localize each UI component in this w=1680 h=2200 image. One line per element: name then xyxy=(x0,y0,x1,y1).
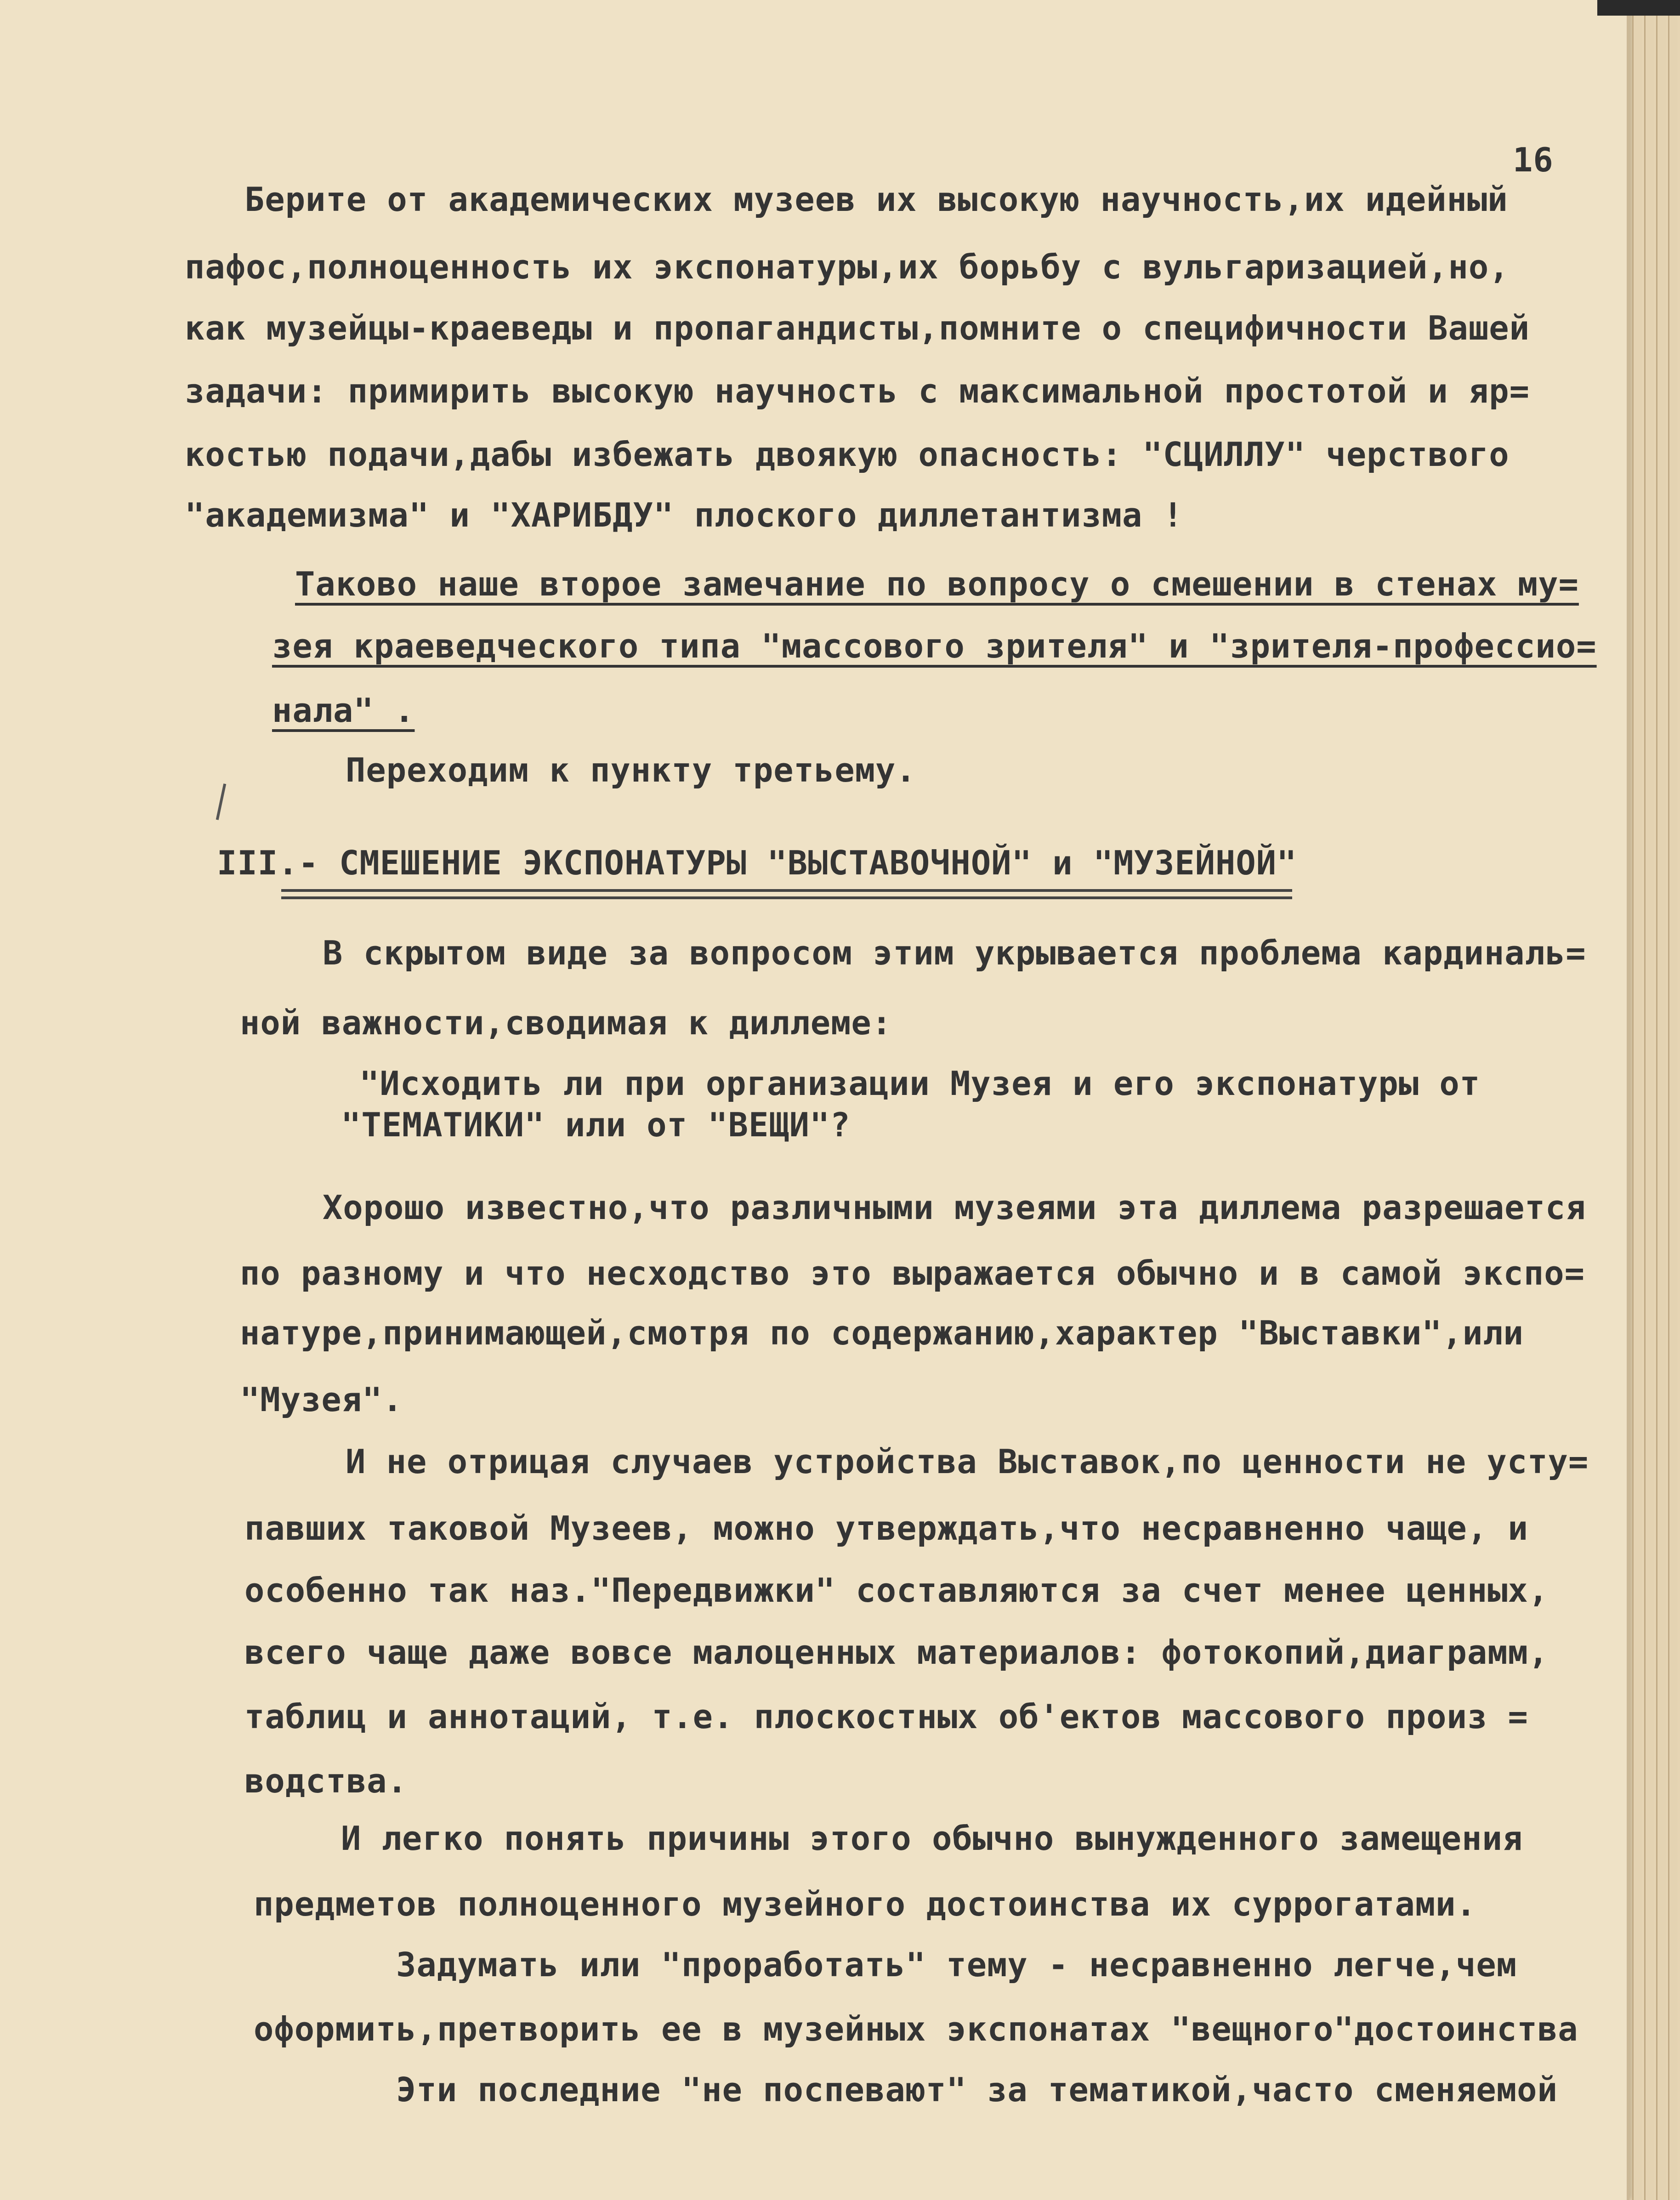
pencil-mark xyxy=(216,783,227,820)
text-line: пафос,полноценность их экспонатуры,их борьбу с вульгаризацией,но, xyxy=(185,248,1510,286)
text-line: ной важности,сводимая к диллеме: xyxy=(240,1004,892,1042)
text-line: таблиц и аннотаций, т.е. плоскостных об'ектов массового произ = xyxy=(244,1697,1528,1736)
text-line: "Музея". xyxy=(240,1380,403,1419)
section-heading: III.- СМЕШЕНИЕ ЭКСПОНАТУРЫ "ВЫСТАВОЧНОЙ" и "МУЗЕЙНОЙ" xyxy=(217,844,1297,882)
text-line: всего чаще даже вовсе малоценных материалов: фотокопий,диаграмм, xyxy=(244,1633,1549,1672)
text-line: задачи: примирить высокую научность с максимальной простотой и яр= xyxy=(185,372,1530,410)
text-line: Берите от академических музеев их высокую научность,их идейный xyxy=(244,180,1508,219)
scan-background-corner xyxy=(1597,0,1680,16)
heading-double-underline xyxy=(281,889,1292,899)
quoted-text-line: "ТЕМАТИКИ" или от "ВЕЩИ"? xyxy=(341,1106,851,1144)
text-line: павших таковой Музеев, можно утверждать,что несравненно чаще, и xyxy=(244,1509,1528,1548)
text-line: как музейцы-краеведы и пропагандисты,помните о специфичности Вашей xyxy=(185,309,1530,347)
stacked-page-edge xyxy=(1632,0,1642,2200)
stacked-page-edge xyxy=(1644,0,1654,2200)
text-line: оформить,претворить ее в музейных экспонатах "вещного"достоинства xyxy=(254,2010,1578,2048)
text-line: Эти последние "не поспевают" за тематикой,часто сменяемой xyxy=(396,2070,1558,2109)
stacked-page-edge xyxy=(1656,0,1666,2200)
text-line: предметов полноценного музейного достоинства их суррогатами. xyxy=(254,1885,1476,1923)
text-line: И легко понять причины этого обычно вынужденного замещения xyxy=(341,1819,1523,1858)
text-line: Переходим к пункту третьему. xyxy=(346,751,916,789)
text-line: В скрытом виде за вопросом этим укрывается проблема кардиналь= xyxy=(323,934,1586,972)
text-line: "академизма" и "ХАРИБДУ" плоского диллетантизма ! xyxy=(185,496,1184,534)
text-line: И не отрицая случаев устройства Выставок,по ценности не усту= xyxy=(346,1442,1589,1481)
underlined-text-line: зея краеведческого типа "массового зрителя" и "зрителя-профессио= xyxy=(272,627,1597,665)
quoted-text-line: "Исходить ли при организации Музея и его экспонатуры от xyxy=(359,1064,1481,1103)
underlined-text-line: Таково наше второе замечание по вопросу о смешении в стенах му= xyxy=(295,565,1579,603)
text-line: натуре,принимающей,смотря по содержанию,характер "Выставки",или xyxy=(240,1314,1524,1352)
page-number: 16 xyxy=(1513,141,1554,179)
text-line: Задумать или "проработать" тему - несравненно легче,чем xyxy=(396,1945,1517,1984)
stacked-page-edge xyxy=(1668,0,1678,2200)
text-line: водства. xyxy=(244,1762,408,1800)
text-line: особенно так наз."Передвижки" составляются за счет менее ценных, xyxy=(244,1571,1549,1610)
underlined-text-line: нала" . xyxy=(272,691,415,730)
text-line: Хорошо известно,что различными музеями эта диллема разрешается xyxy=(323,1188,1586,1227)
text-line: по разному и что несходство это выражается обычно и в самой экспо= xyxy=(240,1254,1585,1293)
text-line: костью подачи,дабы избежать двоякую опасность: "СЦИЛЛУ" черствого xyxy=(185,435,1510,474)
